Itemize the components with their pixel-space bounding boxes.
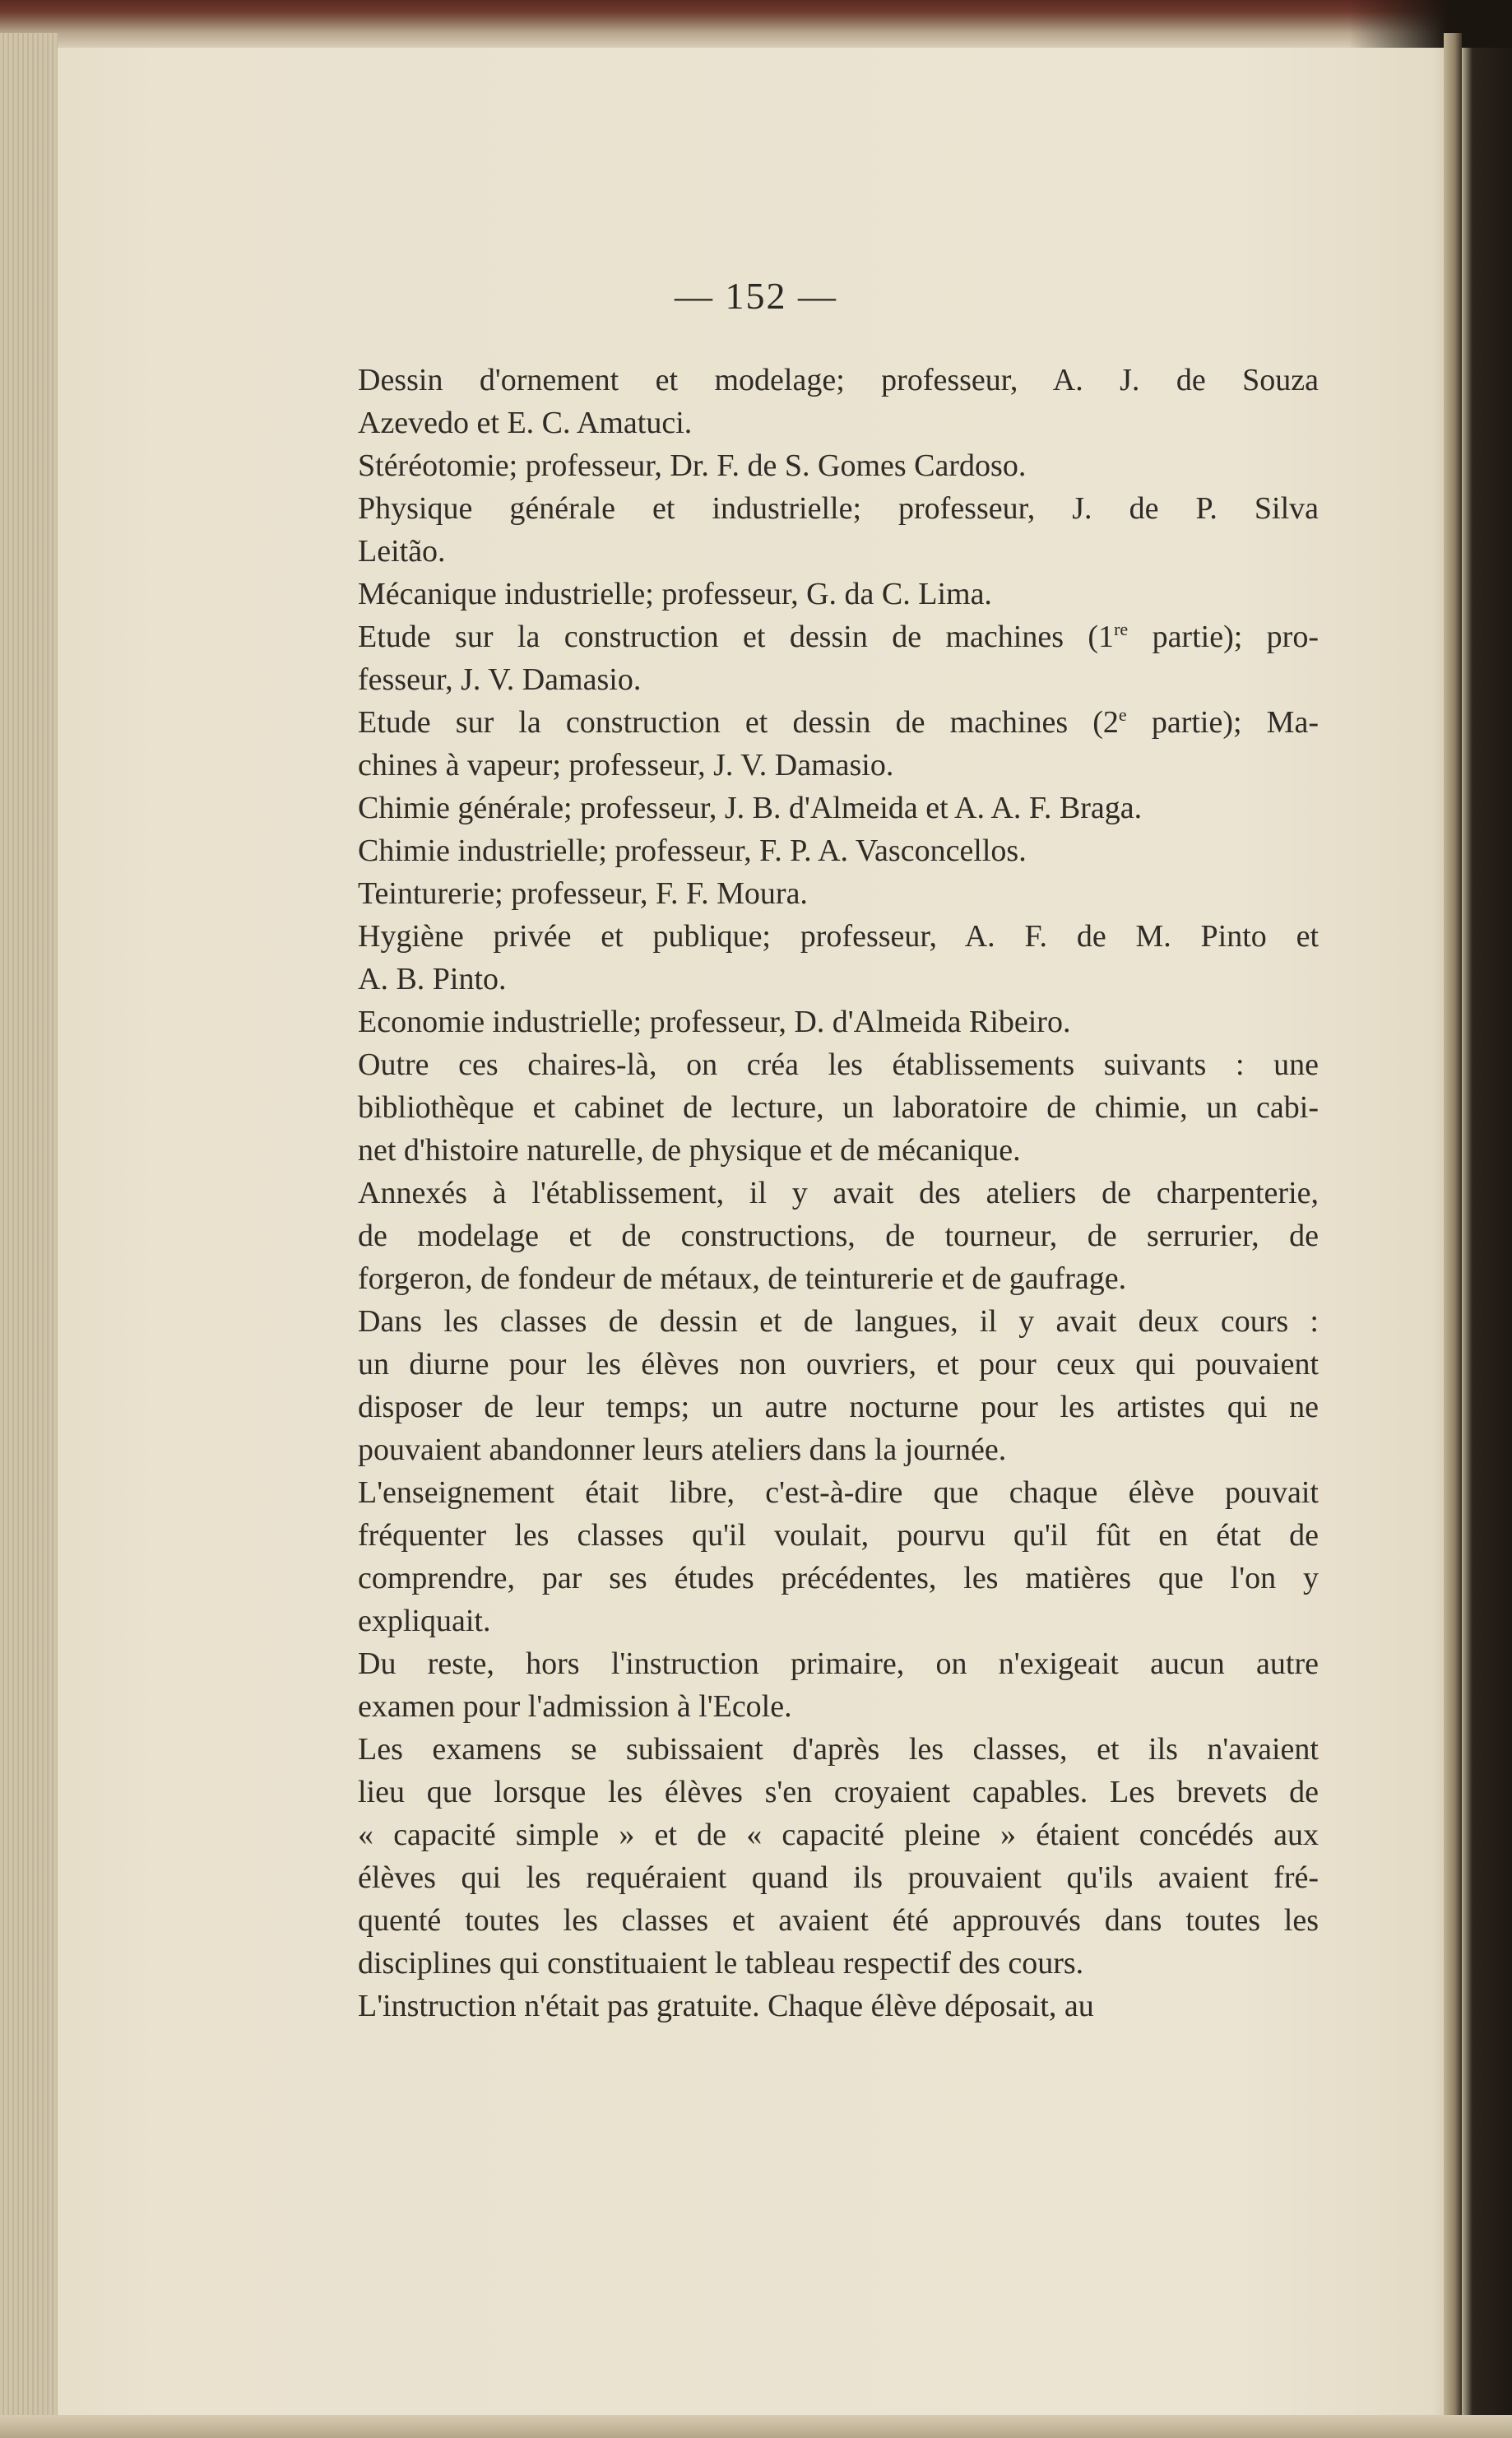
text-line: bibliothèque et cabinet de lecture, un laboratoire de chimie, un cabi-	[358, 1090, 1319, 1125]
text-line: Annexés à l'établissement, il y avait des ateliers de charpenterie,	[358, 1176, 1319, 1210]
paragraph	[315, 1172, 1319, 1300]
paragraph	[315, 829, 1319, 872]
paragraph	[315, 487, 1319, 573]
paragraph	[315, 573, 1319, 615]
paragraph	[315, 701, 1319, 787]
paragraph	[315, 359, 1319, 444]
text-line: Chimie générale; professeur, J. B. d'Almeida et A. A. F. Braga.	[358, 791, 1143, 825]
paragraph	[315, 615, 1319, 701]
text-line: quenté toutes les classes et avaient été approuvés dans toutes les	[358, 1903, 1319, 1938]
paragraph	[315, 1001, 1319, 1043]
body-text	[315, 359, 1319, 2027]
text-line: Azevedo et E. C. Amatuci.	[358, 406, 693, 440]
text-line: Etude sur la construction et dessin de machines (2e partie); Ma-	[358, 704, 1319, 740]
text-line: Du reste, hors l'instruction primaire, on n'exigeait aucun autre	[358, 1646, 1319, 1681]
text-line: A. B. Pinto.	[358, 962, 507, 996]
page-number: — 152 —	[675, 275, 837, 317]
text-line: Les examens se subissaient d'après les classes, et ils n'avaient	[358, 1732, 1319, 1767]
text-line: L'enseignement était libre, c'est-à-dire que chaque élève pouvait	[358, 1475, 1319, 1510]
paragraph	[315, 915, 1319, 1001]
text-line: chines à vapeur; professeur, J. V. Damasio.	[358, 748, 894, 782]
text-line: élèves qui les requéraient quand ils prouvaient qu'ils avaient fré-	[358, 1860, 1319, 1895]
text-line: Leitão.	[358, 534, 446, 569]
page-stack-left-edge	[0, 33, 58, 2438]
text-line: fréquenter les classes qu'il voulait, pourvu qu'il fût en état de	[358, 1518, 1319, 1553]
text-line: examen pour l'admission à l'Ecole.	[358, 1689, 792, 1724]
text-line: Economie industrielle; professeur, D. d'Almeida Ribeiro.	[358, 1005, 1071, 1039]
text-line: disciplines qui constituaient le tableau respectif des cours.	[358, 1946, 1084, 1981]
page-bottom-edge	[0, 2415, 1512, 2438]
paragraph	[315, 1642, 1319, 1728]
text-line: net d'histoire naturelle, de physique et de mécanique.	[358, 1133, 1021, 1168]
text-line: un diurne pour les élèves non ouvriers, et pour ceux qui pouvaient	[358, 1347, 1319, 1382]
paragraph	[315, 444, 1319, 487]
text-line: Stéréotomie; professeur, Dr. F. de S. Gomes Cardoso.	[358, 448, 1027, 483]
text-line: Teinturerie; professeur, F. F. Moura.	[358, 876, 808, 911]
paragraph	[315, 787, 1319, 829]
paragraph	[315, 872, 1319, 915]
text-line: L'instruction n'était pas gratuite. Chaque élève déposait, au	[358, 1989, 1094, 2023]
text-line: « capacité simple » et de « capacité pleine » étaient concédés aux	[358, 1818, 1319, 1852]
text-line: Dans les classes de dessin et de langues, il y avait deux cours :	[358, 1304, 1319, 1339]
paragraph	[315, 1471, 1319, 1642]
text-line: Dessin d'ornement et modelage; professeur, A. J. de Souza	[358, 363, 1319, 397]
text-line: Hygiène privée et publique; professeur, A. F. de M. Pinto et	[358, 919, 1319, 954]
text-line: lieu que lorsque les élèves s'en croyaient capables. Les brevets de	[358, 1775, 1319, 1809]
text-line: pouvaient abandonner leurs ateliers dans la journée.	[358, 1433, 1007, 1467]
text-line: comprendre, par ses études précédentes, les matières que l'on y	[358, 1561, 1319, 1595]
text-line: Mécanique industrielle; professeur, G. da C. Lima.	[358, 577, 992, 611]
text-line: Chimie industrielle; professeur, F. P. A. Vasconcellos.	[358, 834, 1027, 868]
text-line: Etude sur la construction et dessin de machines (1re partie); pro-	[358, 619, 1319, 654]
text-line: expliquait.	[358, 1604, 491, 1638]
text-line: fesseur, J. V. Damasio.	[358, 662, 642, 697]
text-line: Outre ces chaires-là, on créa les établissements suivants : une	[358, 1047, 1319, 1082]
paragraph	[315, 1300, 1319, 1471]
paragraph	[315, 1728, 1319, 1985]
book-spine-shadow	[1444, 33, 1462, 2438]
text-line: de modelage et de constructions, de tourneur, de serrurier, de	[358, 1219, 1319, 1253]
text-line: forgeron, de fondeur de métaux, de teinturerie et de gaufrage.	[358, 1261, 1127, 1296]
paragraph	[315, 1985, 1319, 2027]
page-top-edge	[0, 0, 1512, 48]
text-line: Physique générale et industrielle; professeur, J. de P. Silva	[358, 491, 1319, 526]
text-line: disposer de leur temps; un autre nocturne pour les artistes qui ne	[358, 1390, 1319, 1424]
paragraph	[315, 1043, 1319, 1172]
